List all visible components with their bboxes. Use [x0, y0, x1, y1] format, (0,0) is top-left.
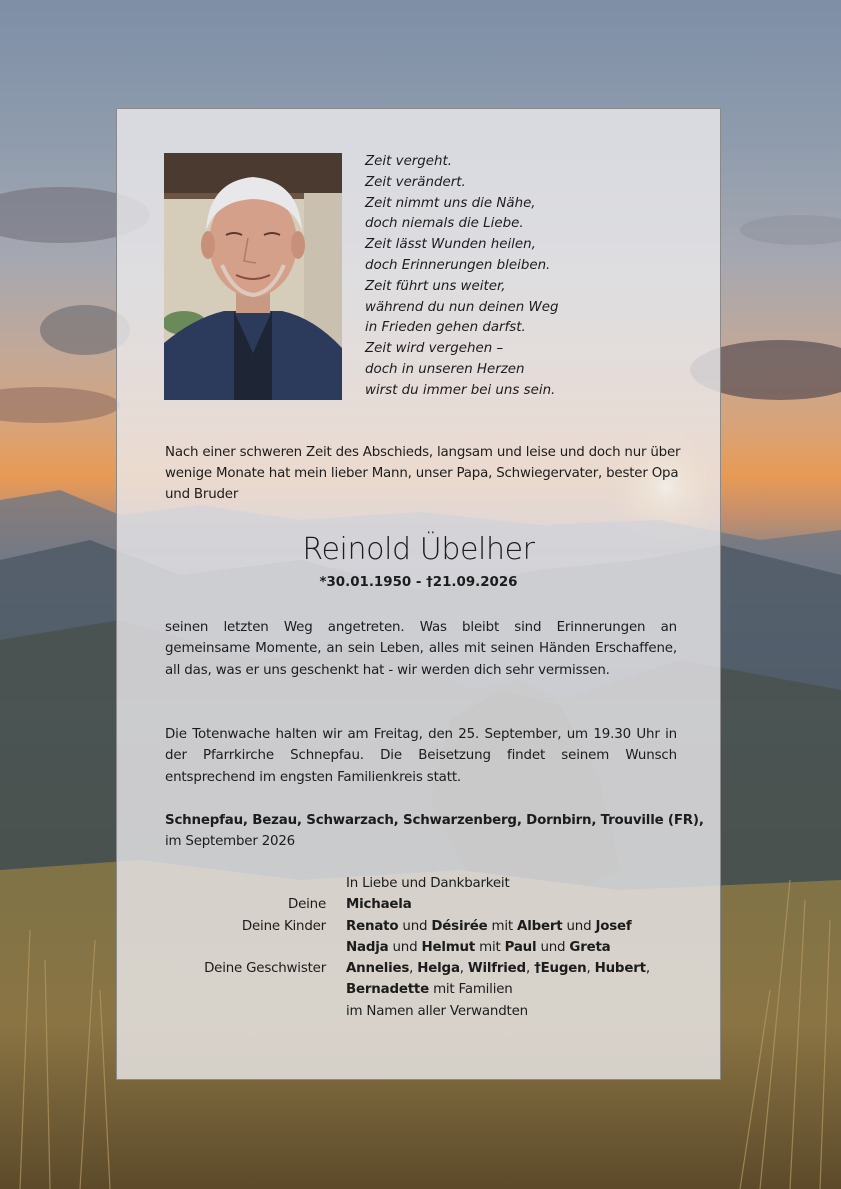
poem-line: Zeit wird vergehen – — [365, 341, 504, 357]
mourner-row — [165, 1001, 705, 1022]
mourner-connector: , — [525, 961, 535, 977]
mourner-name: Hubert — [594, 961, 646, 977]
mourner-name: Nadja — [346, 939, 389, 955]
portrait-photo — [164, 153, 342, 400]
mourner-row — [165, 916, 705, 937]
mourner-connector: und — [398, 918, 432, 934]
poem-line: doch niemals die Liebe. — [365, 216, 524, 232]
mourner-name: Josef — [595, 918, 632, 934]
mourner-connector: , — [459, 961, 468, 977]
mourner-name: †Eugen — [534, 961, 587, 977]
mourner-names — [346, 916, 705, 937]
mourners-list — [165, 873, 705, 1022]
mourner-connector: und — [536, 939, 570, 955]
mourners-label — [165, 873, 346, 894]
poem — [365, 152, 695, 402]
mourner-name: Greta — [569, 939, 611, 955]
poem-line: Zeit führt uns weiter, — [365, 278, 506, 294]
mourner-connector: im Namen aller Verwandten — [346, 1003, 528, 1019]
mourner-names — [346, 1001, 705, 1022]
mourner-connector: mit — [475, 939, 505, 955]
mourner-name: Annelies — [346, 961, 410, 977]
mourner-name: Helmut — [421, 939, 476, 955]
mourner-label — [165, 979, 346, 1000]
mourner-connector: und — [562, 918, 596, 934]
poem-line: Zeit verändert. — [365, 174, 466, 190]
farewell-paragraph: seinen letzten Weg angetreten. Was bleibt sind Erinnerungen an gemeinsame Momente, an sein Leben, alles mit seinen Händen Erschaffene, all das, was er uns geschenkt hat - wir werden dich sehr vermissen. — [165, 620, 677, 678]
mourner-name: Renato — [346, 918, 399, 934]
poem-line: Zeit vergeht. — [365, 154, 453, 169]
poem-line: Zeit lässt Wunden heilen, — [365, 237, 536, 253]
intro-text: Nach einer schweren Zeit des Abschieds, langsam und leise und doch nur über wenige Monate hat mein lieber Mann, unser Papa, Schwiegervater, bester Opa und Bruder — [165, 445, 681, 502]
mourner-name: Michaela — [346, 897, 412, 913]
mourner-connector: mit Familien — [429, 982, 513, 998]
poem-line: Zeit nimmt uns die Nähe, — [365, 195, 536, 211]
mourner-row — [165, 958, 705, 979]
poem-line: doch in unseren Herzen — [365, 361, 525, 377]
places-and-date — [165, 810, 705, 853]
funeral-info-paragraph: Die Totenwache halten wir am Freitag, den 25. September, um 19.30 Uhr in der Pfarrkirche Schnepfau. Die Beisetzung findet seinem Wunsch entsprechend im engsten Familienkreis statt. — [165, 727, 677, 785]
mourner-connector: mit — [487, 918, 518, 934]
portrait-illustration — [164, 153, 342, 400]
poem-line: wirst du immer bei uns sein. — [365, 382, 556, 398]
mourners-heading-row — [165, 873, 705, 894]
places-list: Schnepfau, Bezau, Schwarzach, Schwarzenberg, Dornbirn, Trouville (FR), — [165, 813, 704, 828]
mourner-connector: und — [388, 939, 422, 955]
mourner-connector: , — [645, 961, 650, 977]
mourner-label — [165, 937, 346, 958]
mourner-names — [346, 937, 705, 958]
mourners-heading: In Liebe und Dankbarkeit — [346, 876, 510, 891]
mourner-label: Deine — [288, 897, 326, 913]
mourner-label — [165, 1001, 346, 1022]
poem-line: doch Erinnerungen bleiben. — [365, 257, 551, 273]
mourner-names — [346, 894, 705, 915]
mourner-name: Bernadette — [346, 982, 430, 998]
deceased-name: Reinold Übelher — [302, 532, 535, 567]
mourner-name: Wilfried — [467, 961, 526, 977]
poem-line: in Frieden gehen darfst. — [365, 320, 526, 336]
mourner-names — [346, 958, 705, 979]
mourner-name: Désirée — [431, 918, 488, 934]
mourner-connector: , — [586, 961, 595, 977]
mourner-row — [165, 937, 705, 958]
mourner-connector: , — [409, 961, 418, 977]
life-dates: *30.01.1950 - †21.09.2026 — [319, 575, 518, 590]
mourner-name: Helga — [417, 961, 460, 977]
mourner-row — [165, 979, 705, 1000]
mourner-row — [165, 894, 705, 915]
mourner-names — [346, 979, 705, 1000]
place-date: im September 2026 — [165, 834, 295, 850]
mourner-label: Deine Geschwister — [204, 961, 326, 977]
poem-line: während du nun deinen Weg — [365, 299, 559, 315]
mourner-name: Albert — [517, 918, 563, 934]
mourner-name: Paul — [504, 939, 537, 955]
mourner-label: Deine Kinder — [241, 918, 326, 934]
